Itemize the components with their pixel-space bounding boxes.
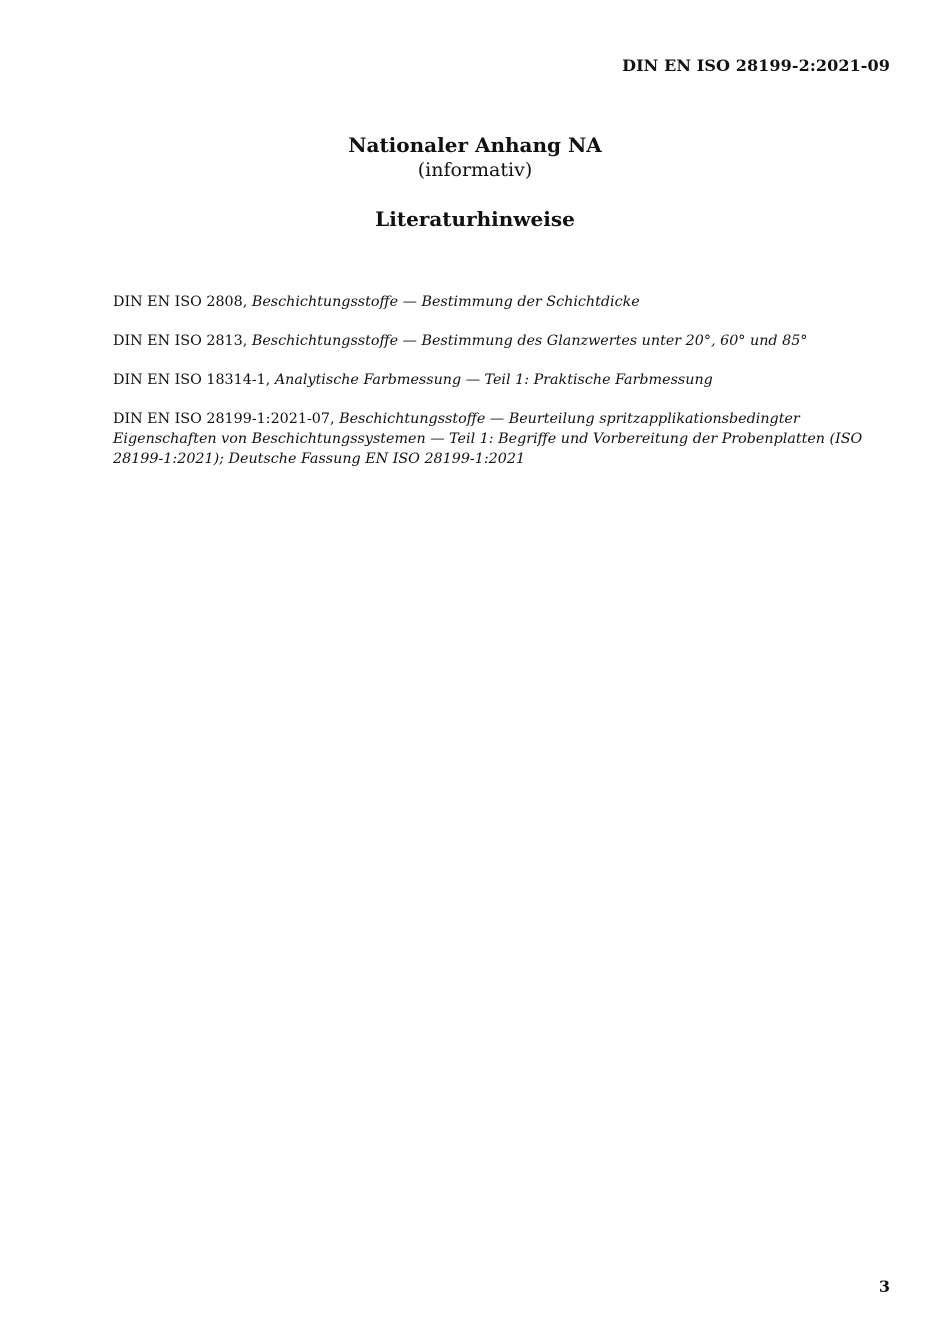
reference-title: Analytische Farbmessung — Teil 1: Praktische Farbmessung bbox=[274, 372, 713, 388]
page-number: 3 bbox=[878, 1277, 890, 1296]
reference-list bbox=[113, 292, 893, 488]
reference-entry bbox=[113, 370, 893, 390]
reference-title: Beschichtungsstoffe — Bestimmung der Schichtdicke bbox=[251, 294, 640, 310]
annex-subtitle: (informativ) bbox=[417, 159, 533, 181]
reference-designation: DIN EN ISO 2813, bbox=[113, 333, 252, 349]
reference-designation: DIN EN ISO 28199-1:2021-07, bbox=[113, 411, 340, 427]
reference-designation: DIN EN ISO 2808, bbox=[113, 294, 252, 310]
reference-title: Beschichtungsstoffe — Beurteilung spritzapplikationsbedingter Eigenschaften von Beschichtungssystemen — Teil 1: Begriffe und Vorbereitung der Probenplatten (ISO 28199-1:2021); Deutsche Fassung EN ISO 28199-1:2021 bbox=[113, 411, 863, 467]
reference-entry bbox=[113, 331, 893, 351]
reference-entry bbox=[113, 409, 893, 469]
document-identifier: DIN EN ISO 28199-2:2021-09 bbox=[622, 56, 890, 75]
annex-heading: Nationaler Anhang NA bbox=[348, 133, 602, 157]
reference-entry bbox=[113, 292, 893, 312]
reference-title: Beschichtungsstoffe — Bestimmung des Glanzwertes unter 20°, 60° und 85° bbox=[251, 333, 808, 349]
reference-designation: DIN EN ISO 18314-1, bbox=[113, 372, 275, 388]
section-title: Literaturhinweise bbox=[375, 207, 575, 231]
